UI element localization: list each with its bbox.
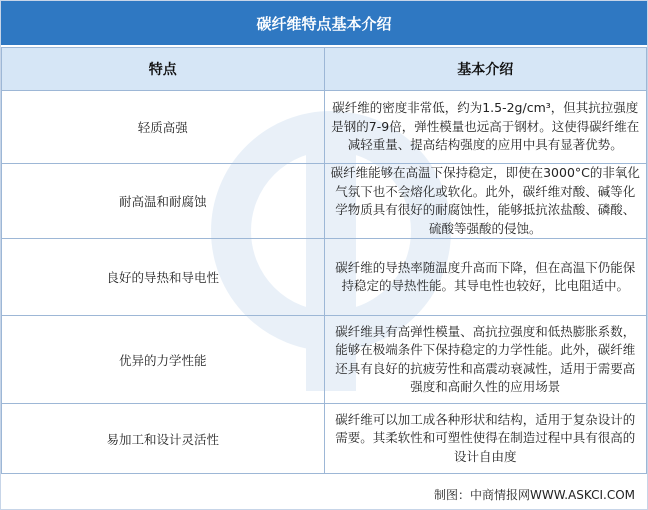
source-credit: 制图：中商情报网WWW.ASKCI.COM xyxy=(434,488,635,502)
description-cell: 碳纤维可以加工成各种形状和结构，适用于复杂设计的需要。其柔软性和可塑性使得在制造过程中具有很高的设计自由度 xyxy=(324,404,647,474)
feature-cell: 耐高温和耐腐蚀 xyxy=(2,164,325,239)
feature-cell: 良好的导热和导电性 xyxy=(2,239,325,316)
description-cell: 碳纤维能够在高温下保持稳定，即使在3000°C的非氧化气氛下也不会熔化或软化。此外，碳纤维对酸、碱等化学物质具有很好的耐腐蚀性，能够抵抗浓盐酸、磷酸、硫酸等强酸的侵蚀。 xyxy=(324,164,647,239)
table-header-row xyxy=(2,48,647,91)
description-cell: 碳纤维的密度非常低，约为1.5-2g/cm³，但其抗拉强度是钢的7-9倍，弹性模量也远高于钢材。这使得碳纤维在减轻重量、提高结构强度的应用中具有显著优势。 xyxy=(324,91,647,164)
table-row xyxy=(2,164,647,239)
table-row xyxy=(2,316,647,404)
header-description: 基本介绍 xyxy=(324,48,647,91)
header-feature: 特点 xyxy=(2,48,325,91)
table-row xyxy=(2,404,647,474)
feature-cell: 易加工和设计灵活性 xyxy=(2,404,325,474)
info-table xyxy=(1,47,647,474)
table-row xyxy=(2,239,647,316)
feature-cell: 优异的力学性能 xyxy=(2,316,325,404)
feature-cell: 轻质高强 xyxy=(2,91,325,164)
description-cell: 碳纤维具有高弹性模量、高抗拉强度和低热膨胀系数，能够在极端条件下保持稳定的力学性能。此外，碳纤维还具有良好的抗疲劳性和高震动衰减性，适用于需要高强度和高耐久性的应用场景 xyxy=(324,316,647,404)
table-row xyxy=(2,91,647,164)
description-cell: 碳纤维的导热率随温度升高而下降，但在高温下仍能保持稳定的导热性能。其导电性也较好，比电阻适中。 xyxy=(324,239,647,316)
page-title: 碳纤维特点基本介绍 xyxy=(1,1,647,45)
